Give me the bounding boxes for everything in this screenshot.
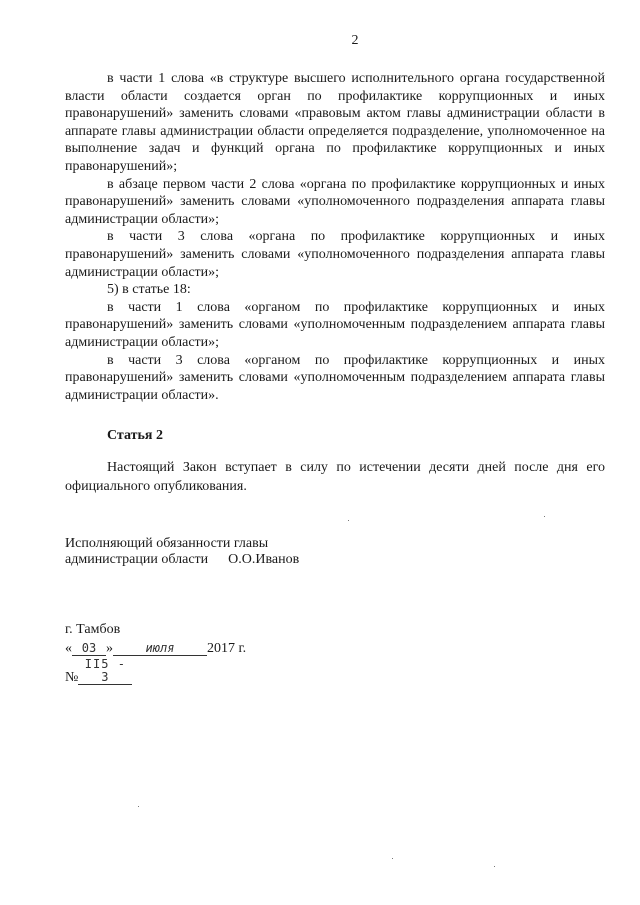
signature-line2 [65,552,299,568]
date-close-quote: » [106,641,113,656]
scan-speck [348,520,349,521]
scan-speck [138,806,139,807]
signature-block [65,536,299,568]
signature-title-line2: администрации области [65,552,209,567]
date-year: 2017 г. [207,641,247,656]
paragraph: в части 3 слова «органа по профилактике коррупционных и иных правонарушений» заменить словами «уполномоченного подразделения аппарата главы администрации области»; [65,229,605,280]
place: г. Тамбов [65,622,121,637]
body-text [65,70,605,404]
signature-title-line1: Исполняющий обязанности главы [65,536,269,551]
article-text: Настоящий Закон вступает в силу по истечении десяти дней после дня его официального опубликования. [65,460,605,494]
number-prefix: № [65,670,79,685]
scan-speck [544,516,545,517]
document-number: II5 - З [78,658,132,685]
paragraph: 5) в статье 18: [107,282,191,298]
paragraph: в части 1 слова «органом по профилактике коррупционных и иных правонарушений» заменить словами «уполномоченным подразделением аппарата главы администрации области»; [65,299,605,350]
paragraph: в части 3 слова «органом по профилактике коррупционных и иных правонарушений» заменить словами «уполномоченным подразделением аппарата главы администрации области». [65,352,605,403]
scan-speck [392,858,393,859]
date-month: июля [113,642,207,656]
paragraph: в абзаце первом части 2 слова «органа по профилактике коррупционных и иных правонарушений» заменить словами «уполномоченного подразделения аппарата главы администрации области»; [65,176,605,227]
signatory-name: О.О.Иванов [228,552,300,567]
place-date-block [65,620,246,687]
article-heading: Статья 2 [107,428,163,443]
scan-speck [494,866,495,867]
date-open-quote: « [65,641,72,656]
number-line [65,658,246,687]
paragraph: в части 1 слова «в структуре высшего исполнительного органа государственной власти области создается орган по профилактике коррупционных и иных правонарушений» заменить словами «правовым актом главы администрации области в аппарате главы администрации области определяется подразделение, уполномоченное на выполнение задач и функций органа по профилактике коррупционных и иных правонарушений»; [65,71,605,174]
page-number: 2 [351,33,359,48]
date-day: 03 [72,642,106,656]
date-line [65,639,246,658]
